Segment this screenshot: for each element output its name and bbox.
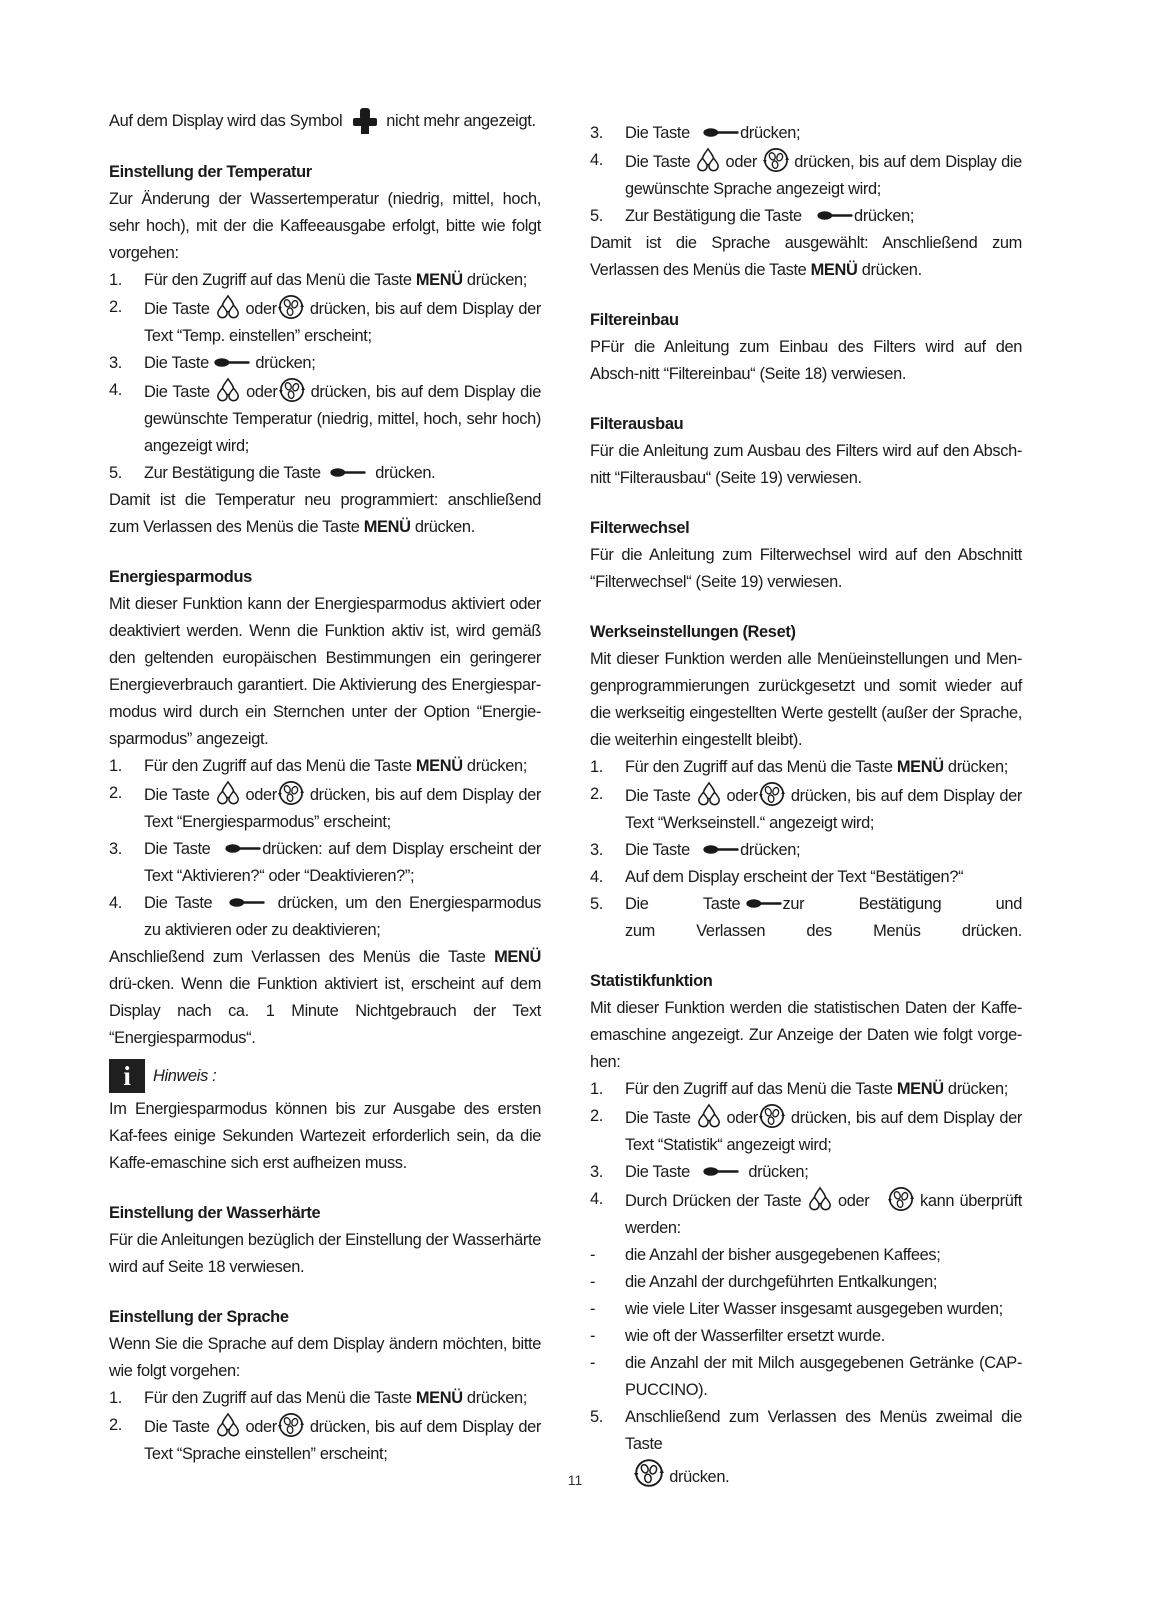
symbol-line-after: nicht mehr angezeigt. xyxy=(386,111,536,130)
step-number: 1. xyxy=(590,1080,603,1098)
step-word: des xyxy=(806,922,832,940)
energie-outro xyxy=(109,944,541,1052)
step-text: Die Taste xyxy=(625,787,691,805)
menu-key-label: MENÜ xyxy=(415,271,463,289)
bullet-dash: - xyxy=(590,1246,596,1264)
temperatur-outro xyxy=(109,487,541,541)
step-number: 2. xyxy=(109,298,122,316)
step-text: drücken, bis auf dem Display die gewünschte Sprache angezeigt wird; xyxy=(625,153,1022,198)
step-number: 2. xyxy=(109,784,122,802)
drops-icon xyxy=(215,294,241,320)
step-text: drücken, bis auf dem Display der Text “Statistik“ angezeigt wird; xyxy=(625,1109,1022,1154)
beans-icon xyxy=(758,1103,786,1129)
step-text: Die Taste xyxy=(144,383,210,401)
step-number: 5. xyxy=(590,207,603,225)
menu-key-label: MENÜ xyxy=(415,757,463,775)
sprache-intro: Wenn Sie die Sprache auf dem Display ändern möchten, bitte wie folgt vorgehen: xyxy=(109,1335,541,1380)
bullet-text: die Anzahl der durchgeführten Entkalkungen; xyxy=(625,1273,938,1291)
heading-statistikfunktion: Statistikfunktion xyxy=(590,972,713,990)
list-item xyxy=(109,267,541,294)
bullet-text: wie oft der Wasserfilter ersetzt wurde. xyxy=(625,1327,885,1345)
step-text: drücken; xyxy=(740,124,801,142)
drops-icon xyxy=(215,1412,241,1438)
step-text: Die Taste xyxy=(625,124,690,142)
step-word: zur xyxy=(782,895,805,913)
outro-text: drü-cken. Wenn die Funktion aktiviert ist, erscheint auf dem Display nach ca. 1 Minute Nichtgebrauch der Text “Energiesparmodus“. xyxy=(109,975,541,1047)
page-number: 11 xyxy=(567,1472,583,1488)
step-number: 1. xyxy=(109,271,122,289)
step-text: drücken; xyxy=(462,271,527,289)
drops-icon xyxy=(696,1103,722,1129)
list-item xyxy=(590,837,1022,864)
menu-key-label: MENÜ xyxy=(415,1389,463,1407)
list-item xyxy=(590,147,1022,203)
list-item xyxy=(590,1242,1022,1269)
heading-filterausbau: Filterausbau xyxy=(590,415,684,433)
heading-energiesparmodus: Energiesparmodus xyxy=(109,568,252,586)
menu-key-label: MENÜ xyxy=(810,261,858,279)
list-item xyxy=(109,377,541,460)
list-item xyxy=(590,1076,1022,1103)
step-word: Taste xyxy=(702,895,741,913)
faucet-icon xyxy=(350,106,380,136)
step-text: drücken; xyxy=(854,207,915,225)
step-text: Zur Bestätigung die Taste xyxy=(144,464,321,482)
list-item xyxy=(109,753,541,780)
step-text: Die Taste xyxy=(144,1418,210,1436)
list-item xyxy=(590,1159,1022,1186)
spoon-icon xyxy=(228,896,266,909)
left-column xyxy=(109,106,541,1468)
step-text: oder xyxy=(245,300,277,318)
step-text: Durch Drücken der Taste xyxy=(625,1192,802,1210)
heading-werkseinstellungen: Werkseinstellungen (Reset) xyxy=(590,623,796,641)
bullet-dash: - xyxy=(590,1300,596,1318)
step-text: Für den Zugriff auf das Menü die Taste xyxy=(625,1080,897,1098)
step-text: drücken, bis auf dem Display der Text “Werkseinstell.“ angezeigt wird; xyxy=(625,787,1022,832)
energie-intro: Mit dieser Funktion kann der Energiesparmodus aktiviert oder deaktiviert werden. Wenn die Funktion aktiv ist, wird gemäß den geltenden europäischen Bestimmungen ein geringerer Energieverbrauch garantiert. Die Aktivierung des Energiespar-modus wird durch ein Sternchen unter der Option “Energie-sparmodus” angezeigt. xyxy=(109,595,541,748)
list-item xyxy=(590,781,1022,837)
spoon-icon xyxy=(702,126,740,139)
step-text: Die Taste xyxy=(144,354,209,372)
filterwechsel-text: Für die Anleitung zum Filterwechsel wird auf den Abschnitt “Filterwechsel“ (Seite 19) verwiesen. xyxy=(590,546,1022,591)
heading-sprache: Einstellung der Sprache xyxy=(109,1308,289,1326)
step-text: Die Taste xyxy=(144,786,210,804)
list-item xyxy=(109,780,541,836)
step-text: drücken, bis auf dem Display der Text “Temp. einstellen” erscheint; xyxy=(144,300,541,345)
bullet-text: die Anzahl der mit Milch ausgegebenen Getränke (CAP-PUCCINO). xyxy=(625,1354,1022,1399)
outro-text: Damit ist die Sprache ausgewählt: Anschließend zum Verlassen des Menüs die Taste xyxy=(590,234,1022,279)
step-number: 4. xyxy=(109,894,122,912)
spoon-icon xyxy=(213,356,251,369)
menu-key-label: MENÜ xyxy=(896,758,944,776)
menu-key-label: MENÜ xyxy=(896,1080,944,1098)
step-number: 3. xyxy=(590,1163,603,1181)
right-column xyxy=(590,120,1022,1491)
step-number: 1. xyxy=(590,758,603,776)
beans-icon xyxy=(277,780,305,806)
spoon-icon xyxy=(702,843,740,856)
step-text: drücken: auf dem Display erscheint der Text “Aktivieren?“ oder “Deaktivieren?”; xyxy=(144,840,541,885)
step-text: Die Taste xyxy=(625,1163,690,1181)
list-item xyxy=(590,754,1022,781)
step-text: drücken, bis auf dem Display der Text “Sprache einstellen” erscheint; xyxy=(144,1418,541,1463)
step-number: 2. xyxy=(109,1416,122,1434)
menu-key-label: MENÜ xyxy=(494,948,541,966)
step-word: drücken. xyxy=(961,922,1022,940)
bullet-dash: - xyxy=(590,1327,596,1345)
step-text: drücken; xyxy=(255,354,316,372)
step-text: Die Taste xyxy=(625,1109,691,1127)
bullet-dash: - xyxy=(590,1354,596,1372)
list-item xyxy=(590,203,1022,230)
step-text: drücken; xyxy=(943,1080,1008,1098)
list-item xyxy=(109,294,541,350)
spoon-icon xyxy=(329,466,367,479)
step-number: 4. xyxy=(590,151,603,169)
filtereinbau-text: PFür die Anleitung zum Einbau des Filters wird auf den Absch-nitt “Filtereinbau“ (Seite 18) verwiesen. xyxy=(590,338,1022,383)
filterausbau-text: Für die Anleitung zum Ausbau des Filters wird auf den Absch-nitt “Filterausbau“ (Seite 19) verwiesen. xyxy=(590,442,1022,487)
step-word: und xyxy=(995,895,1022,913)
step-number: 5. xyxy=(109,464,122,482)
hinweis-note xyxy=(109,1056,541,1096)
list-item xyxy=(590,120,1022,147)
menu-key-label: MENÜ xyxy=(363,518,411,536)
bullet-dash: - xyxy=(590,1273,596,1291)
beans-icon xyxy=(762,147,790,173)
spoon-icon xyxy=(224,842,262,855)
heading-filterwechsel: Filterwechsel xyxy=(590,519,690,537)
step-text: kann überprüft werden: xyxy=(625,1192,1022,1237)
step-word: Verlassen xyxy=(696,922,766,940)
step-text: Anschließend zum Verlassen des Menüs zweimal die Taste xyxy=(625,1408,1022,1453)
drops-icon xyxy=(215,780,241,806)
outro-text: drücken. xyxy=(857,261,922,279)
step-text: oder xyxy=(837,1192,870,1210)
step-text: oder xyxy=(246,383,278,401)
step-text: oder xyxy=(726,787,758,805)
spoon-icon xyxy=(745,897,783,910)
list-item xyxy=(109,350,541,377)
info-icon: i xyxy=(109,1059,145,1093)
step-text: Die Taste xyxy=(625,841,690,859)
step-text: Für den Zugriff auf das Menü die Taste xyxy=(625,758,897,776)
step-word: Menüs xyxy=(873,922,921,940)
heading-filtereinbau: Filtereinbau xyxy=(590,311,679,329)
step-text: Auf dem Display erscheint der Text “Bestätigen?“ xyxy=(625,868,964,886)
list-item xyxy=(109,1412,541,1468)
list-item xyxy=(590,1296,1022,1323)
step-text: drücken; xyxy=(943,758,1008,776)
step-word: Bestätigung xyxy=(858,895,942,913)
sprache-outro xyxy=(590,230,1022,284)
drops-icon xyxy=(696,781,722,807)
step-text: Für den Zugriff auf das Menü die Taste xyxy=(144,757,416,775)
spoon-icon xyxy=(702,1165,740,1178)
step-number: 1. xyxy=(109,1389,122,1407)
bullet-text: wie viele Liter Wasser insgesamt ausgegeben wurden; xyxy=(625,1300,1003,1318)
step-text: drücken, bis auf dem Display der Text “Energiesparmodus” erscheint; xyxy=(144,786,541,831)
step-number: 2. xyxy=(590,1107,603,1125)
step-text: Die Taste xyxy=(144,894,213,912)
step-text: drücken. xyxy=(669,1468,730,1486)
list-item xyxy=(109,890,541,944)
step-text: oder xyxy=(725,153,757,171)
hinweis-label: Hinweis : xyxy=(153,1066,217,1085)
step-text: drücken; xyxy=(748,1163,809,1181)
step-number: 5. xyxy=(590,895,603,913)
step-text: drücken, bis auf dem Display die gewünschte Temperatur (niedrig, mittel, hoch, sehr hoch) angezeigt wird; xyxy=(144,383,541,455)
beans-icon xyxy=(758,781,786,807)
spoon-icon xyxy=(816,209,854,222)
step-number: 4. xyxy=(590,1190,603,1208)
heading-wasserhaerte: Einstellung der Wasserhärte xyxy=(109,1204,321,1222)
step-text: Zur Bestätigung die Taste xyxy=(625,207,802,225)
werks-step5-line2 xyxy=(625,918,1022,945)
drops-icon xyxy=(807,1186,833,1212)
step-number: 3. xyxy=(109,354,122,372)
step-text: drücken; xyxy=(462,1389,527,1407)
drops-icon xyxy=(215,377,241,403)
step-text: oder xyxy=(245,786,277,804)
werks-step5-line1 xyxy=(625,891,1022,918)
list-item xyxy=(590,1269,1022,1296)
step-number: 4. xyxy=(590,868,603,886)
outro-text: Anschließend zum Verlassen des Menüs die Taste xyxy=(109,948,495,966)
step-text: drücken; xyxy=(740,841,801,859)
beans-icon xyxy=(278,377,306,403)
bullet-text: die Anzahl der bisher ausgegebenen Kaffees; xyxy=(625,1246,941,1264)
step-number: 3. xyxy=(590,124,603,142)
outro-text: drücken. xyxy=(410,518,475,536)
step-number: 1. xyxy=(109,757,122,775)
list-item xyxy=(109,836,541,890)
list-item xyxy=(590,1350,1022,1404)
beans-icon xyxy=(277,1412,305,1438)
step-text: oder xyxy=(726,1109,758,1127)
heading-temperatur: Einstellung der Temperatur xyxy=(109,163,312,181)
step-text: oder xyxy=(245,1418,277,1436)
list-item xyxy=(590,1103,1022,1159)
beans-icon xyxy=(277,294,305,320)
list-item xyxy=(590,864,1022,891)
outro-text: Damit ist die Temperatur neu programmiert: anschließend zum Verlassen des Menüs die Taste xyxy=(109,491,541,536)
step-word: zum xyxy=(625,922,655,940)
step-text: drücken, um den Energiesparmodus zu aktivieren oder zu deaktivieren; xyxy=(144,894,541,939)
step-number: 3. xyxy=(109,840,122,858)
list-item xyxy=(109,460,541,487)
step-text: drücken; xyxy=(462,757,527,775)
step-text: Die Taste xyxy=(144,300,210,318)
list-item xyxy=(590,891,1022,945)
step-number: 4. xyxy=(109,381,122,399)
step-text: Die Taste xyxy=(625,153,691,171)
statistik-intro: Mit dieser Funktion werden die statistischen Daten der Kaffe-emaschine angezeigt. Zur Anzeige der Daten wie folgt vorge-hen: xyxy=(590,999,1022,1071)
werks-intro: Mit dieser Funktion werden alle Menüeinstellungen und Men-genprogrammierungen zurückgesetzt und somit wieder auf die werkseitig eingestellten Werte gestellt (außer der Sprache, die weiterhin eingestellt bleibt). xyxy=(590,650,1022,749)
step-number: 3. xyxy=(590,841,603,859)
drops-icon xyxy=(695,147,721,173)
step-text: drücken. xyxy=(375,464,436,482)
beans-icon xyxy=(887,1186,915,1212)
step-text: Die Taste xyxy=(144,840,211,858)
list-item xyxy=(590,1186,1022,1242)
hinweis-text: Im Energiesparmodus können bis zur Ausgabe des ersten Kaf-fees einige Sekunden Wartezeit erforderlich sein, da die Kaffe-emaschine sich erst aufheizen muss. xyxy=(109,1100,541,1172)
temperatur-intro: Zur Änderung der Wassertemperatur (niedrig, mittel, hoch, sehr hoch), mit der die Kaffeeausgabe erfolgt, bitte wie folgt vorgehen: xyxy=(109,190,541,262)
step-text: Für den Zugriff auf das Menü die Taste xyxy=(144,271,416,289)
symbol-line-before: Auf dem Display wird das Symbol xyxy=(109,111,343,130)
step-word: Die xyxy=(625,895,649,913)
list-item xyxy=(109,1385,541,1412)
list-item xyxy=(590,1323,1022,1350)
symbol-line xyxy=(109,106,541,136)
step-text: Für den Zugriff auf das Menü die Taste xyxy=(144,1389,416,1407)
step-number: 2. xyxy=(590,785,603,803)
wasserhaerte-text: Für die Anleitungen bezüglich der Einstellung der Wasserhärte wird auf Seite 18 verwiesen. xyxy=(109,1231,541,1276)
step-number: 5. xyxy=(590,1408,603,1426)
